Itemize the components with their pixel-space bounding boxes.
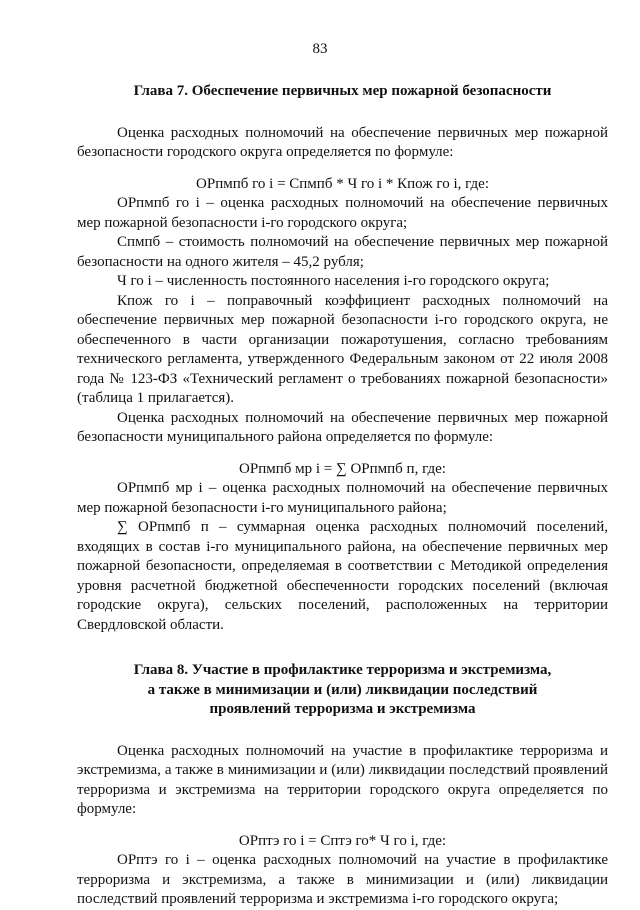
chapter-7-formula: ОРпмпб го i = Спмпб * Ч го i * Кпож го i, где: [196,175,489,192]
chapter-8-intro: Оценка расходных полномочий на участие в профилактике терроризма и экстремизма, а также в минимизации и (или) ликвидации последствий проявлений терроризма и экстремизма на территории городского округа определяется по формуле: [77,742,608,817]
chapter-7-definition: Кпож го i – поправочный коэффициент расходных полномочий на обеспечение первичных мер пожарной безопасности i-го городского округа, не обеспеченного в части организации пожаротушения, согласно требованиям технического регламента, утвержденного Федеральным законом от 22 июля 2008 года № 123-ФЗ «Технический регламент о требованиях пожарной безопасности» (таблица 1 прилагается). [77,292,608,406]
chapter-7-intro-2: Оценка расходных полномочий на обеспечение первичных мер пожарной безопасности муниципального района определяется по формуле: [77,409,608,445]
page-number: 83 [312,41,328,57]
chapter-8-title-line: Глава 8. Участие в профилактике терроризма и экстремизма, [133,662,552,678]
chapter-8-title-line: а также в минимизации и (или) ликвидации последствий [147,681,538,698]
chapter-7-formula-2: ОРпмпб мр i = ∑ ОРпмпб п, где: [239,460,446,477]
chapter-7-intro: Оценка расходных полномочий на обеспечение первичных мер пожарной безопасности городского округа определяется по формуле: [77,124,608,160]
chapter-7-definition-2: ОРпмпб мр i – оценка расходных полномочий на обеспечение первичных мер пожарной безопасности i-го муниципального района; [77,480,608,516]
page-body [77,82,608,910]
chapter-8-definition: ОРптэ го i – оценка расходных полномочий на участие в профилактике терроризма и экстремизма, а также в минимизации и (или) ликвидации последствий проявлений терроризма и экстремизма i-го городского округа; [77,852,608,907]
chapter-7-definition-2: ∑ ОРпмпб п – суммарная оценка расходных полномочий поселений, входящих в состав i-го муниципального района, на обеспечение первичных мер пожарной безопасности, определяемая в соответствии с Методикой определения уровня расчетной бюджетной обеспеченности городских поселений (включая городские округа), сельских поселений, расположенных на территории Свердловской области. [77,519,608,633]
chapter-7-definition: ОРпмпб го i – оценка расходных полномочий на обеспечение первичных мер пожарной безопасности i-го городского округа; [77,195,608,231]
chapter-7-definition: Ч го i – численность постоянного населения i-го городского округа; [117,273,550,289]
chapter-8-title-line: проявлений терроризма и экстремизма [209,701,476,717]
chapter-8-formula: ОРптэ го i = Сптэ го* Ч го i, где: [238,832,447,849]
chapter-7-definition: Спмпб – стоимость полномочий на обеспечение первичных мер пожарной безопасности на одного жителя – 45,2 рубля; [77,234,608,270]
chapter-7-title: Глава 7. Обеспечение первичных мер пожарной безопасности [133,83,552,99]
